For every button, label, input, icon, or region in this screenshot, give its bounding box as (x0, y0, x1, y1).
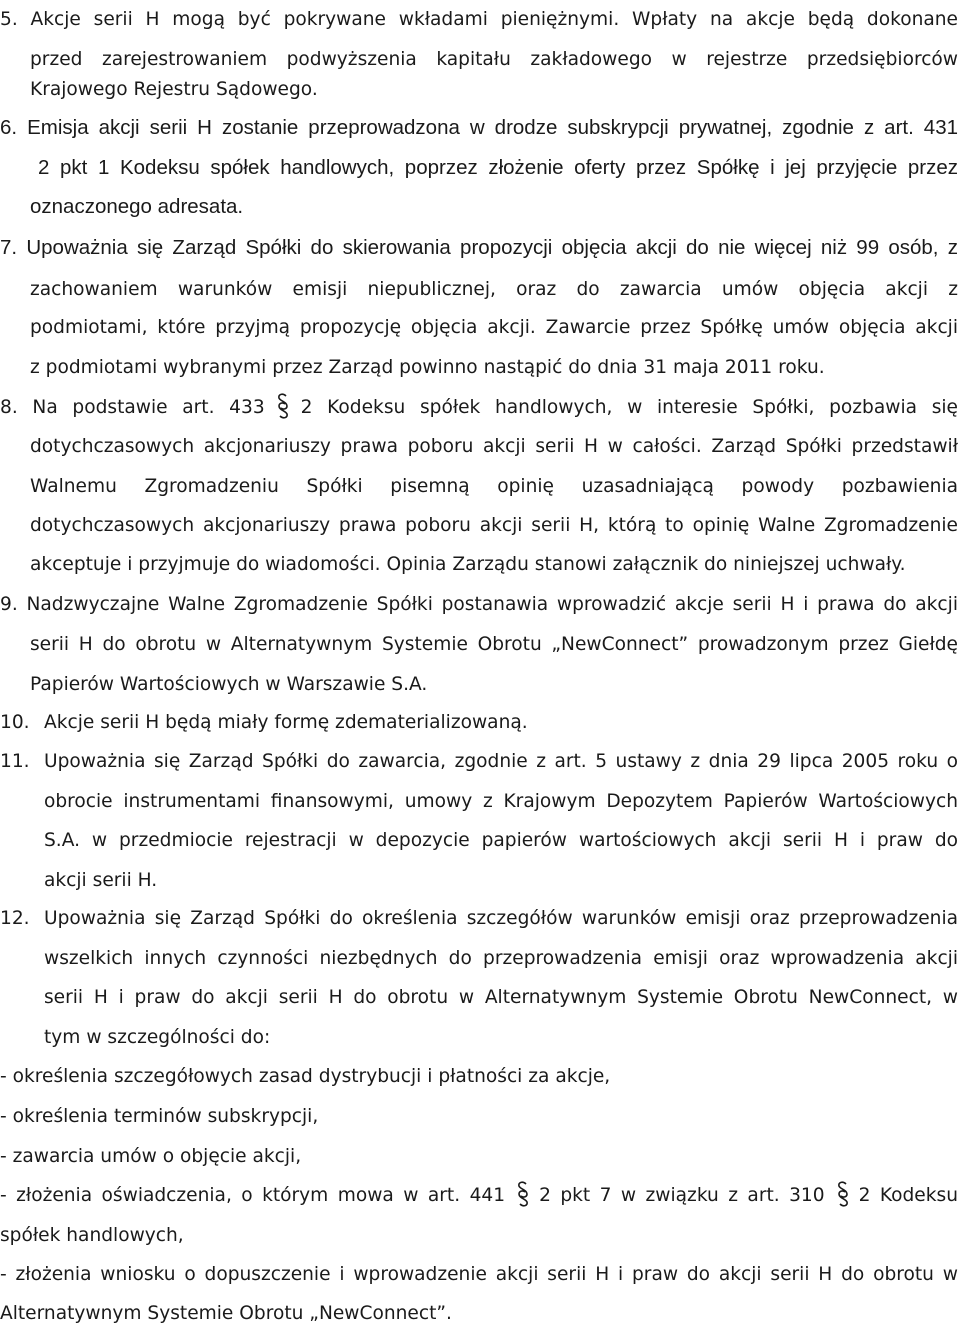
list-item-4-line-2: spółek handlowych, (0, 1225, 184, 1246)
paragraph-6-line-2: 2 pkt 1 Kodeksu spółek handlowych, poprzez złożenie oferty przez Spółkę i jej przyjęcie przez (30, 148, 958, 188)
section-sign-icon (275, 393, 291, 419)
list-item-5-line-1: - złożenia wniosku o dopuszczenie i wprowadzenie akcji serii H i praw do akcji serii H do obrotu w (0, 1264, 958, 1285)
paragraph-8-line-2: dotychczasowych akcjonariuszy prawa poboru akcji serii H w całości. Zarząd Spółki przedstawił (30, 436, 958, 457)
paragraph-10-number: 10. (0, 712, 30, 733)
list-item-5-line-2: Alternatywnym Systemie Obrotu „NewConnect”. (0, 1303, 452, 1324)
paragraph-12-line-4: tym w szczególności do: (44, 1027, 271, 1048)
paragraph-6-line-3: oznaczonego adresata. (30, 195, 244, 218)
paragraph-9-line-1: 9. Nadzwyczajne Walne Zgromadzenie Spółki postanawia wprowadzić akcje serii H i prawa do akcji (0, 594, 958, 615)
paragraph-6-line-1: 6. Emisja akcji serii H zostanie przeprowadzona w drodze subskrypcji prywatnej, zgodnie z art. 431 (0, 116, 958, 139)
list-item-1: - określenia szczegółowych zasad dystrybucji i płatności za akcje, (0, 1066, 611, 1087)
paragraph-12-line-1: Upoważnia się Zarząd Spółki do określenia szczegółów warunków emisji oraz przeprowadzenia (44, 908, 958, 929)
paragraph-11-line-3: S.A. w przedmiocie rejestracji w depozycie papierów wartościowych akcji serii H i praw do (44, 830, 958, 851)
paragraph-8-line-4: dotychczasowych akcjonariuszy prawa poboru akcji serii H, którą to opinię Walne Zgromadzenie (30, 515, 958, 536)
paragraph-7-line-2: zachowaniem warunków emisji niepublicznej, oraz do zawarcia umów objęcia akcji z (30, 279, 958, 300)
paragraph-8-line-3: Walnemu Zgromadzeniu Spółki pisemną opinię uzasadniającą powody pozbawienia (30, 476, 958, 497)
paragraph-10-line-1: Akcje serii H będą miały formę zdematerializowaną. (44, 712, 528, 733)
paragraph-9-line-3: Papierów Wartościowych w Warszawie S.A. (30, 674, 428, 695)
section-sign-icon (515, 1181, 531, 1207)
paragraph-7-line-1: 7. Upoważnia się Zarząd Spółki do skierowania propozycji objęcia akcji do nie więcej niż 99 osób, z (0, 236, 958, 259)
section-sign-icon (835, 1181, 851, 1207)
paragraph-11-line-2: obrocie instrumentami finansowymi, umowy z Krajowym Depozytem Papierów Wartościowych (44, 791, 958, 812)
paragraph-5-line-1: 5. Akcje serii H mogą być pokrywane wkładami pieniężnymi. Wpłaty na akcje będą dokonane (0, 9, 958, 30)
paragraph-12-line-3: serii H i praw do akcji serii H do obrotu w Alternatywnym Systemie Obrotu NewConnect, w (44, 987, 958, 1008)
paragraph-5-line-3: Krajowego Rejestru Sądowego. (30, 79, 318, 100)
paragraph-8-line-1: 8. Na podstawie art. 433 2 Kodeksu spółek handlowych, w interesie Spółki, pozbawia się (0, 388, 958, 428)
paragraph-7-line-3: podmiotami, które przyjmą propozycję objęcia akcji. Zawarcie przez Spółkę umów objęcia akcji (30, 317, 958, 338)
list-item-2: - określenia terminów subskrypcji, (0, 1106, 319, 1127)
paragraph-12-line-2: wszelkich innych czynności niezbędnych do przeprowadzenia emisji oraz wprowadzenia akcji (44, 948, 958, 969)
paragraph-12-number: 12. (0, 908, 30, 929)
paragraph-11-number: 11. (0, 751, 30, 772)
paragraph-8-line-5: akceptuje i przyjmuje do wiadomości. Opinia Zarządu stanowi załącznik do niniejszej uchwały. (30, 554, 906, 575)
paragraph-5-line-2: przed zarejestrowaniem podwyższenia kapitału zakładowego w rejestrze przedsiębiorców (30, 49, 958, 70)
list-item-3: - zawarcia umów o objęcie akcji, (0, 1146, 302, 1167)
paragraph-11-line-4: akcji serii H. (44, 870, 158, 891)
paragraph-11-line-1: Upoważnia się Zarząd Spółki do zawarcia, zgodnie z art. 5 ustawy z dnia 29 lipca 2005 roku o (44, 751, 958, 772)
paragraph-9-line-2: serii H do obrotu w Alternatywnym Systemie Obrotu „NewConnect” prowadzonym przez Giełdę (30, 634, 958, 655)
paragraph-7-line-4: z podmiotami wybranymi przez Zarząd powinno nastąpić do dnia 31 maja 2011 roku. (30, 357, 825, 378)
list-item-4-line-1: - złożenia oświadczenia, o którym mowa w art. 441 2 pkt 7 w związku z art. 310 2 Kodeksu (0, 1176, 958, 1216)
